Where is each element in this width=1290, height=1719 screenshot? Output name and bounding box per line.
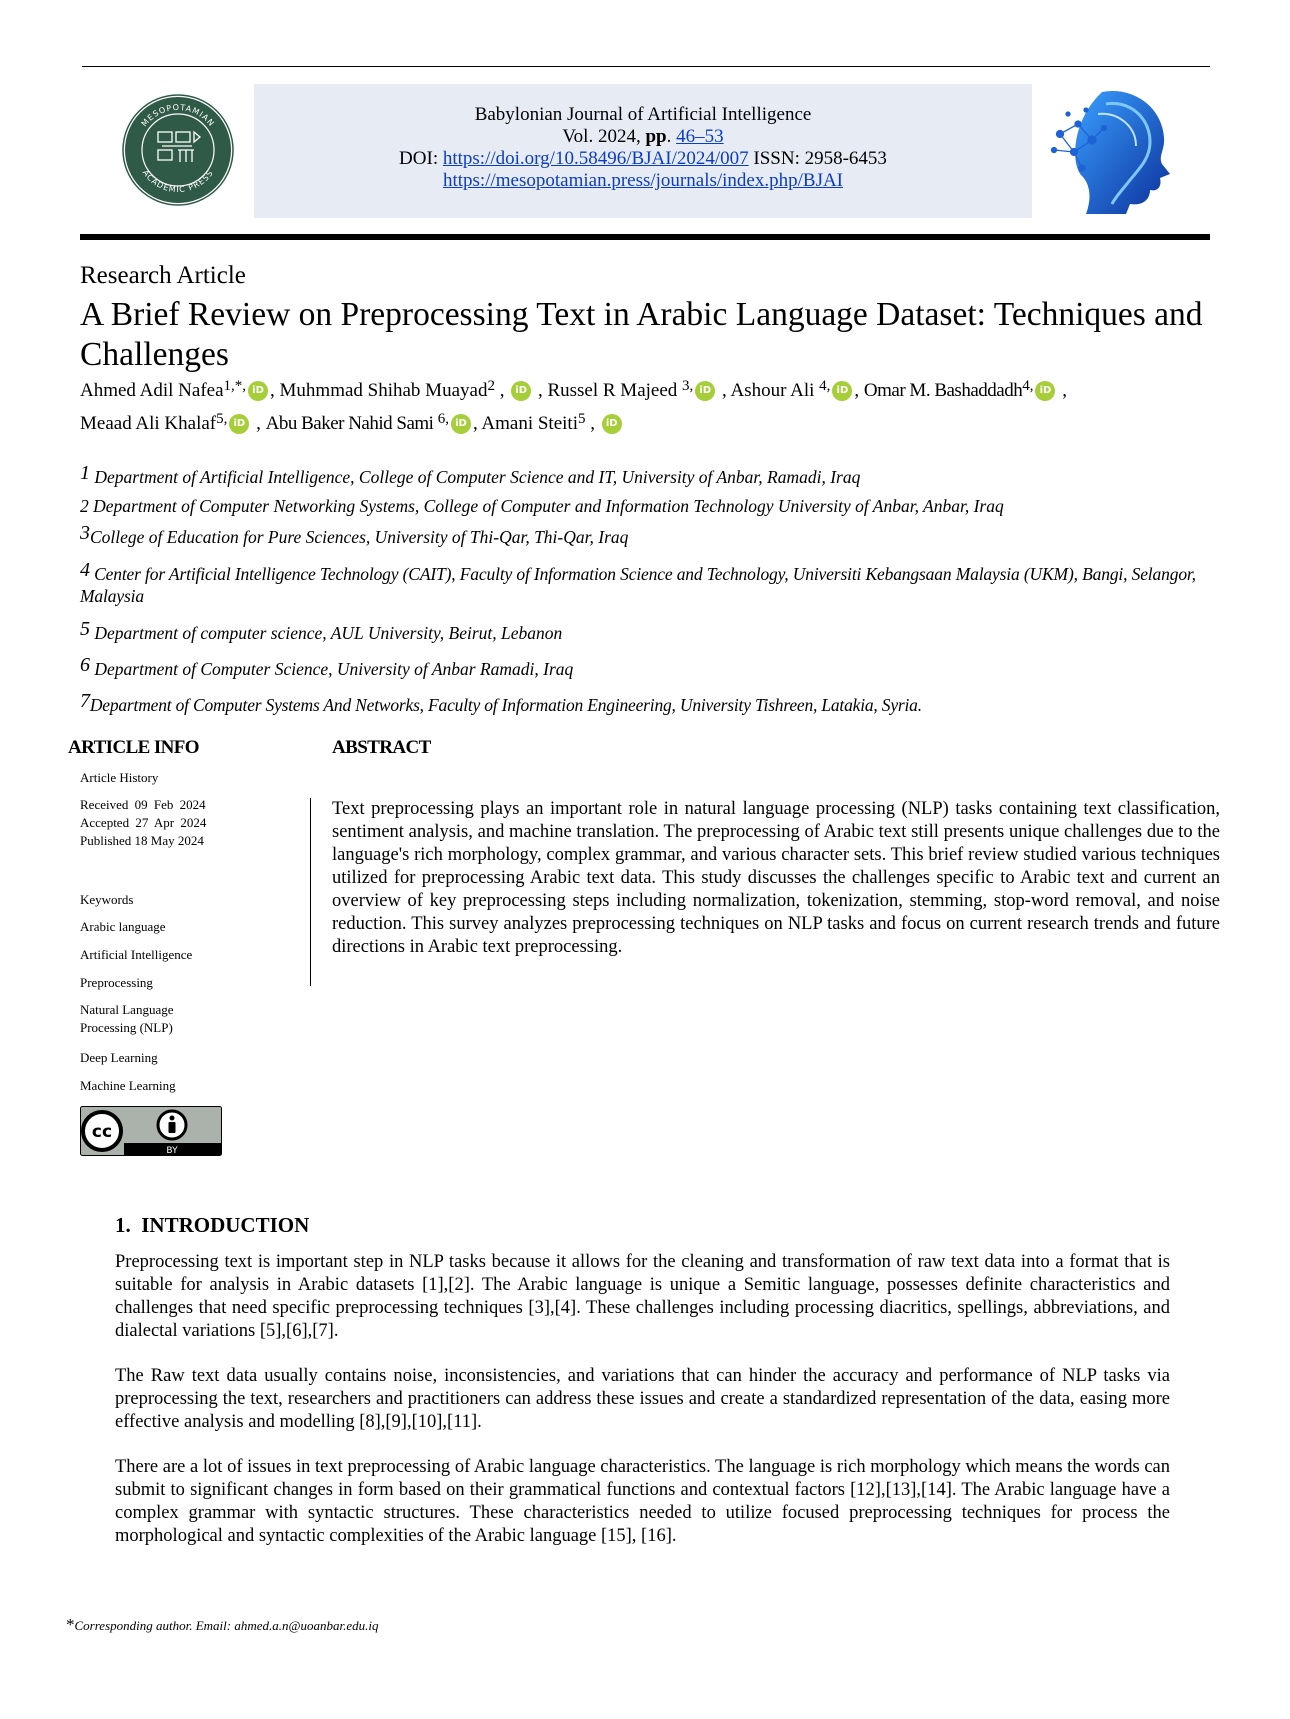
svg-text:ACADEMIC PRESS: ACADEMIC PRESS: [140, 168, 216, 195]
author-name: Omar M. Bashaddadh: [863, 380, 1023, 401]
doi-line: DOI: https://doi.org/10.58496/BJAI/2024/007 ISSN: 2958-6453: [399, 148, 887, 169]
author-name: , Russel R Majeed: [533, 380, 683, 401]
affiliation-7: $^7$Department of Computer Systems And Networks, Faculty of Information Engineering, University Tishreen, Latakia, Syria.: [80, 690, 922, 715]
volume-pages: Vol. 2024, pp. 46–53: [562, 126, 724, 147]
svg-text:MESOPOTAMIAN: MESOPOTAMIAN: [139, 102, 217, 129]
author-line-2: Meaad Ali Khalaf$^{5,}$ iD , Abu Baker Nahid Sami $^{6,}$ iD , Amani Steiti$^5$ , iD: [80, 407, 1230, 440]
keyword-item: Artificial Intelligence: [80, 947, 193, 962]
author-name: Muhmmad Shihab Muayad: [279, 380, 488, 401]
affiliation-4: $^4$ Center for Artificial Intelligence Technology (CAIT), Faculty of Information Science and Technology, Universiti Kebangsaan Malaysia (UKM), Bangi, Selangor, Malaysia: [80, 559, 1196, 606]
keyword-item: Machine Learning: [80, 1078, 176, 1093]
cc-by-license-badge[interactable]: [80, 1106, 222, 1156]
corresponding-author-footnote: *Corresponding author. Email: ahmed.a.n@uoanbar.edu.iq: [66, 1615, 379, 1634]
published-date: Published 18 May 2024: [80, 833, 204, 848]
orcid-icon[interactable]: iD: [229, 414, 249, 434]
abstract-heading: ABSTRACT: [332, 737, 431, 758]
affiliation-2: 2 Department of Computer Networking Systems, College of Computer and Information Technology University of Anbar, Anbar, Iraq: [80, 496, 1004, 516]
orcid-icon[interactable]: iD: [832, 381, 852, 401]
author-list: [80, 374, 1230, 440]
article-info-heading: ARTICLE INFO: [68, 737, 199, 758]
orcid-icon[interactable]: iD: [511, 381, 531, 401]
pages-link[interactable]: 46–53: [676, 126, 724, 147]
introduction-heading: 1. INTRODUCTION: [115, 1213, 310, 1237]
doi-link[interactable]: https://doi.org/10.58496/BJAI/2024/007: [442, 148, 749, 169]
author-name: Ashour Ali: [730, 380, 820, 401]
article-type: Research Article: [80, 262, 246, 289]
top-rule: [82, 66, 1210, 67]
affiliation-5: $^5$ Department of computer science, AUL University, Beirut, Lebanon: [80, 618, 563, 643]
intro-paragraph-1: Preprocessing text is important step in NLP tasks because it allows for the cleaning and transformation of raw text data into a format that is suitable for analysis in Arabic datasets [1],[2]. The Arabic language is unique a Semitic language, possesses definite characteristics and challenges that need specific preprocessing techniques [3],[4]. These challenges including processing diacritics, spellings, abbreviations, and dialectal variations [5],[6],[7].: [115, 1252, 1170, 1341]
journal-header-banner: [254, 84, 1032, 218]
author-name: Abu Baker Nahid Sami: [265, 413, 438, 434]
keyword-item: Preprocessing: [80, 975, 153, 990]
article-history-label: Article History: [80, 770, 159, 785]
svg-text:cc: cc: [91, 1122, 113, 1142]
abstract-divider: [310, 798, 311, 986]
affiliation-1: $^1$ Department of Artificial Intelligence, College of Computer Science and IT, University of Anbar, Ramadi, Iraq: [80, 462, 861, 487]
keyword-item: Deep Learning: [80, 1050, 158, 1065]
author-name: Amani Steiti: [481, 413, 578, 434]
orcid-icon[interactable]: iD: [451, 414, 471, 434]
journal-url-link[interactable]: https://mesopotamian.press/journals/index.php/BJAI: [442, 170, 844, 191]
article-title: A Brief Review on Preprocessing Text in Arabic Language Dataset: Techniques and Challenges: [80, 296, 1203, 373]
affiliation-3: $^3$College of Education for Pure Sciences, University of Thi-Qar, Thi-Qar, Iraq: [80, 522, 629, 547]
author-name: Meaad Ali Khalaf: [80, 413, 217, 434]
keywords-label: Keywords: [80, 892, 134, 907]
author-line-1: Ahmed Adil Nafea$^{1,*,}$ iD , Muhmmad Shihab Muayad$^2$ , iD , Russel R Majeed $^{3,}$ iD , Ashour Ali $^{4,}$ iD , Omar M. Bashaddadh$^{4,}$ iD ,: [80, 378, 1067, 401]
keyword-item: Natural Language Processing (NLP): [80, 1002, 174, 1035]
publisher-seal-logo: [122, 94, 234, 206]
abstract-text: Text preprocessing plays an important role in natural language processing (NLP) tasks containing text classification, sentiment analysis, and machine translation. The preprocessing of Arabic text still presents unique challenges due to the language's rich morphology, complex grammar, and various character sets. This brief review studied various techniques utilized for preprocessing Arabic text data. This study discusses the challenges specific to Arabic text and current an overview of key preprocessing steps including normalization, tokenization, stemming, stop-word removal, and noise reduction. This survey analyzes preprocessing techniques on NLP tasks and focus on current research trends and future directions in Arabic text preprocessing.: [332, 799, 1220, 957]
header-thick-rule: [80, 234, 1210, 240]
affiliation-6: $^6$ Department of Computer Science, University of Anbar Ramadi, Iraq: [80, 654, 574, 679]
orcid-icon[interactable]: iD: [695, 381, 715, 401]
ai-head-logo: [1046, 84, 1174, 214]
received-date: Received 09 Feb 2024: [80, 797, 206, 812]
orcid-icon[interactable]: iD: [602, 414, 622, 434]
svg-text:BY: BY: [166, 1146, 178, 1156]
intro-paragraph-2: The Raw text data usually contains noise, inconsistencies, and variations that can hinder the accuracy and performance of NLP tasks via preprocessing the text, researchers and practitioners can address these issues and create a standardized representation of the data, easing more effective analysis and modelling [8],[9],[10],[11].: [115, 1366, 1170, 1432]
author-name: Ahmed Adil Nafea: [80, 380, 224, 401]
keyword-item: Arabic language: [80, 919, 166, 934]
intro-paragraph-3: There are a lot of issues in text preprocessing of Arabic language characteristics. The language is rich morphology which means the words can submit to significant changes in form based on their grammatical functions and contextual factors [12],[13],[14]. The Arabic language have a complex grammar with syntactic structures. These characteristics needed to utilize focused preprocessing techniques for process the morphological and syntactic complexities of the Arabic language [15], [16].: [115, 1457, 1170, 1546]
accepted-date: Accepted 27 Apr 2024: [80, 815, 207, 830]
orcid-icon[interactable]: iD: [248, 381, 268, 401]
journal-name: Babylonian Journal of Artificial Intelligence: [474, 104, 812, 125]
orcid-icon[interactable]: iD: [1035, 381, 1055, 401]
